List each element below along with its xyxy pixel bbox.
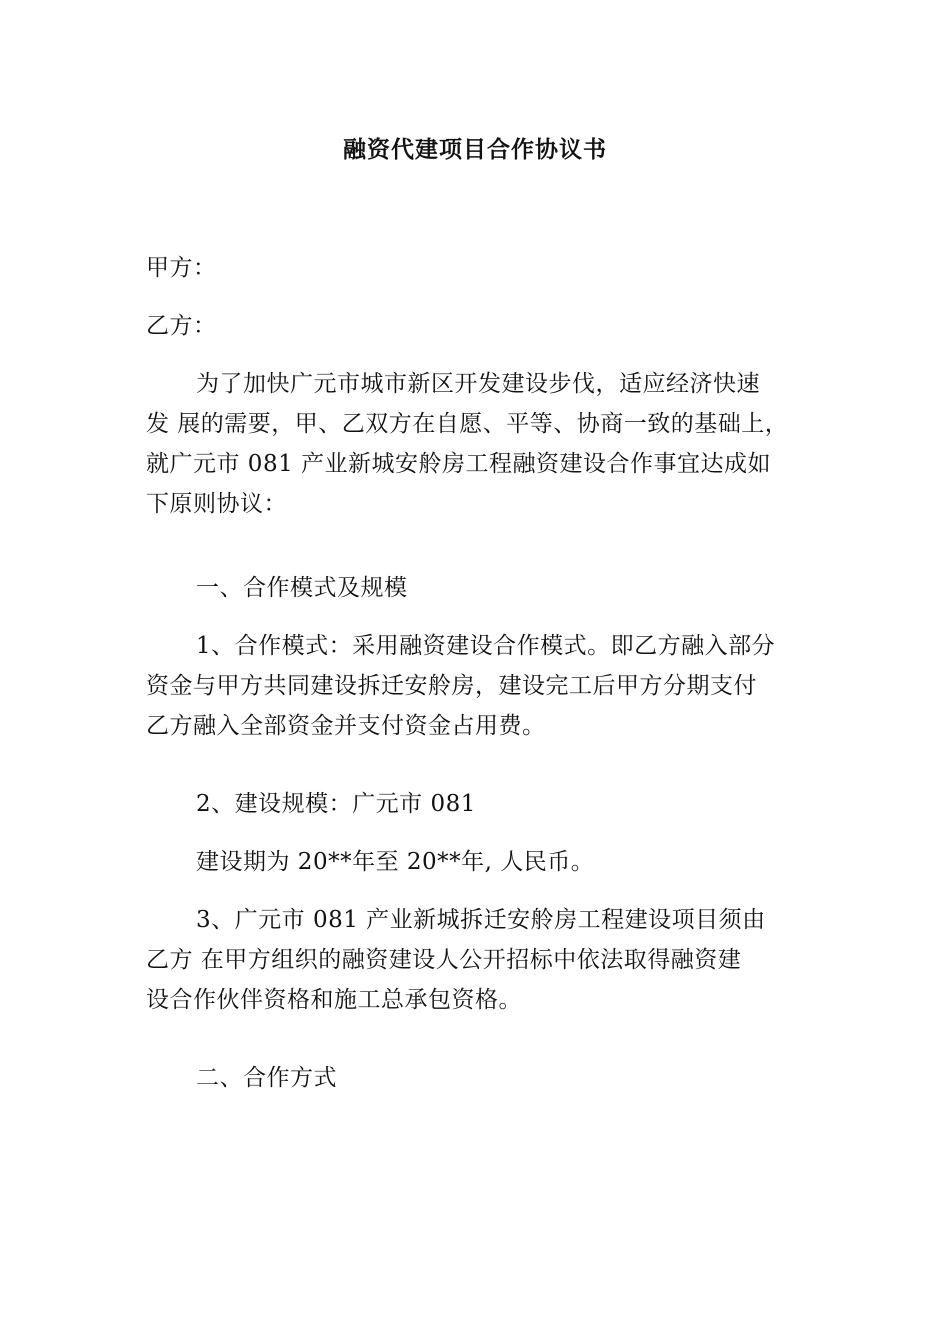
intro-paragraph	[146, 366, 816, 522]
party-a-label	[146, 250, 816, 286]
section-2-heading-text: 二、合作方式	[196, 1065, 337, 1091]
item-2-line-1: 2、建设规模：广元市 081	[196, 791, 476, 817]
intro-line-3: 就广元市 081 产业新城安舲房工程融资建设合作事宜达成如	[146, 451, 772, 477]
intro-line-1: 为了加快广元市城市新区开发建设步伐，适应经济快速	[196, 371, 760, 397]
intro-line-4: 下原则协议：	[146, 491, 287, 517]
item-1-line-2: 资金与甲方共同建设拆迁安舲房，建设完工后甲方分期支付	[146, 673, 757, 699]
item-3-line-3: 设合作伙伴资格和施工总承包资格。	[146, 987, 522, 1013]
item-1-line-1: 1、合作模式：采用融资建设合作模式。即乙方融入部分	[196, 633, 776, 659]
section-1-heading-text: 一、合作模式及规模	[196, 575, 408, 601]
section-1-heading	[146, 570, 816, 606]
document-title: 融资代建项目合作协议书	[343, 136, 607, 163]
party-a-text: 甲方：	[146, 255, 217, 281]
intro-line-2: 发 展的需要，甲、乙双方在自愿、平等、协商一致的基础上，	[146, 411, 789, 437]
section-2-heading	[146, 1060, 816, 1096]
party-b-label	[146, 308, 816, 344]
item-1-paragraph	[146, 628, 816, 744]
item-3-line-2: 乙方 在甲方组织的融资建设人公开招标中依法取得融资建	[146, 947, 742, 973]
item-2-line-2: 建设期为 20**年至 20**年, 人民币。	[196, 849, 595, 875]
item-1-line-3: 乙方融入全部资金并支付资金占用费。	[146, 713, 546, 739]
item-2-paragraph	[146, 786, 816, 880]
party-b-text: 乙方：	[146, 313, 217, 339]
item-3-paragraph	[146, 902, 816, 1018]
item-3-line-1: 3、广元市 081 产业新城拆迁安舲房工程建设项目须由	[196, 907, 766, 933]
